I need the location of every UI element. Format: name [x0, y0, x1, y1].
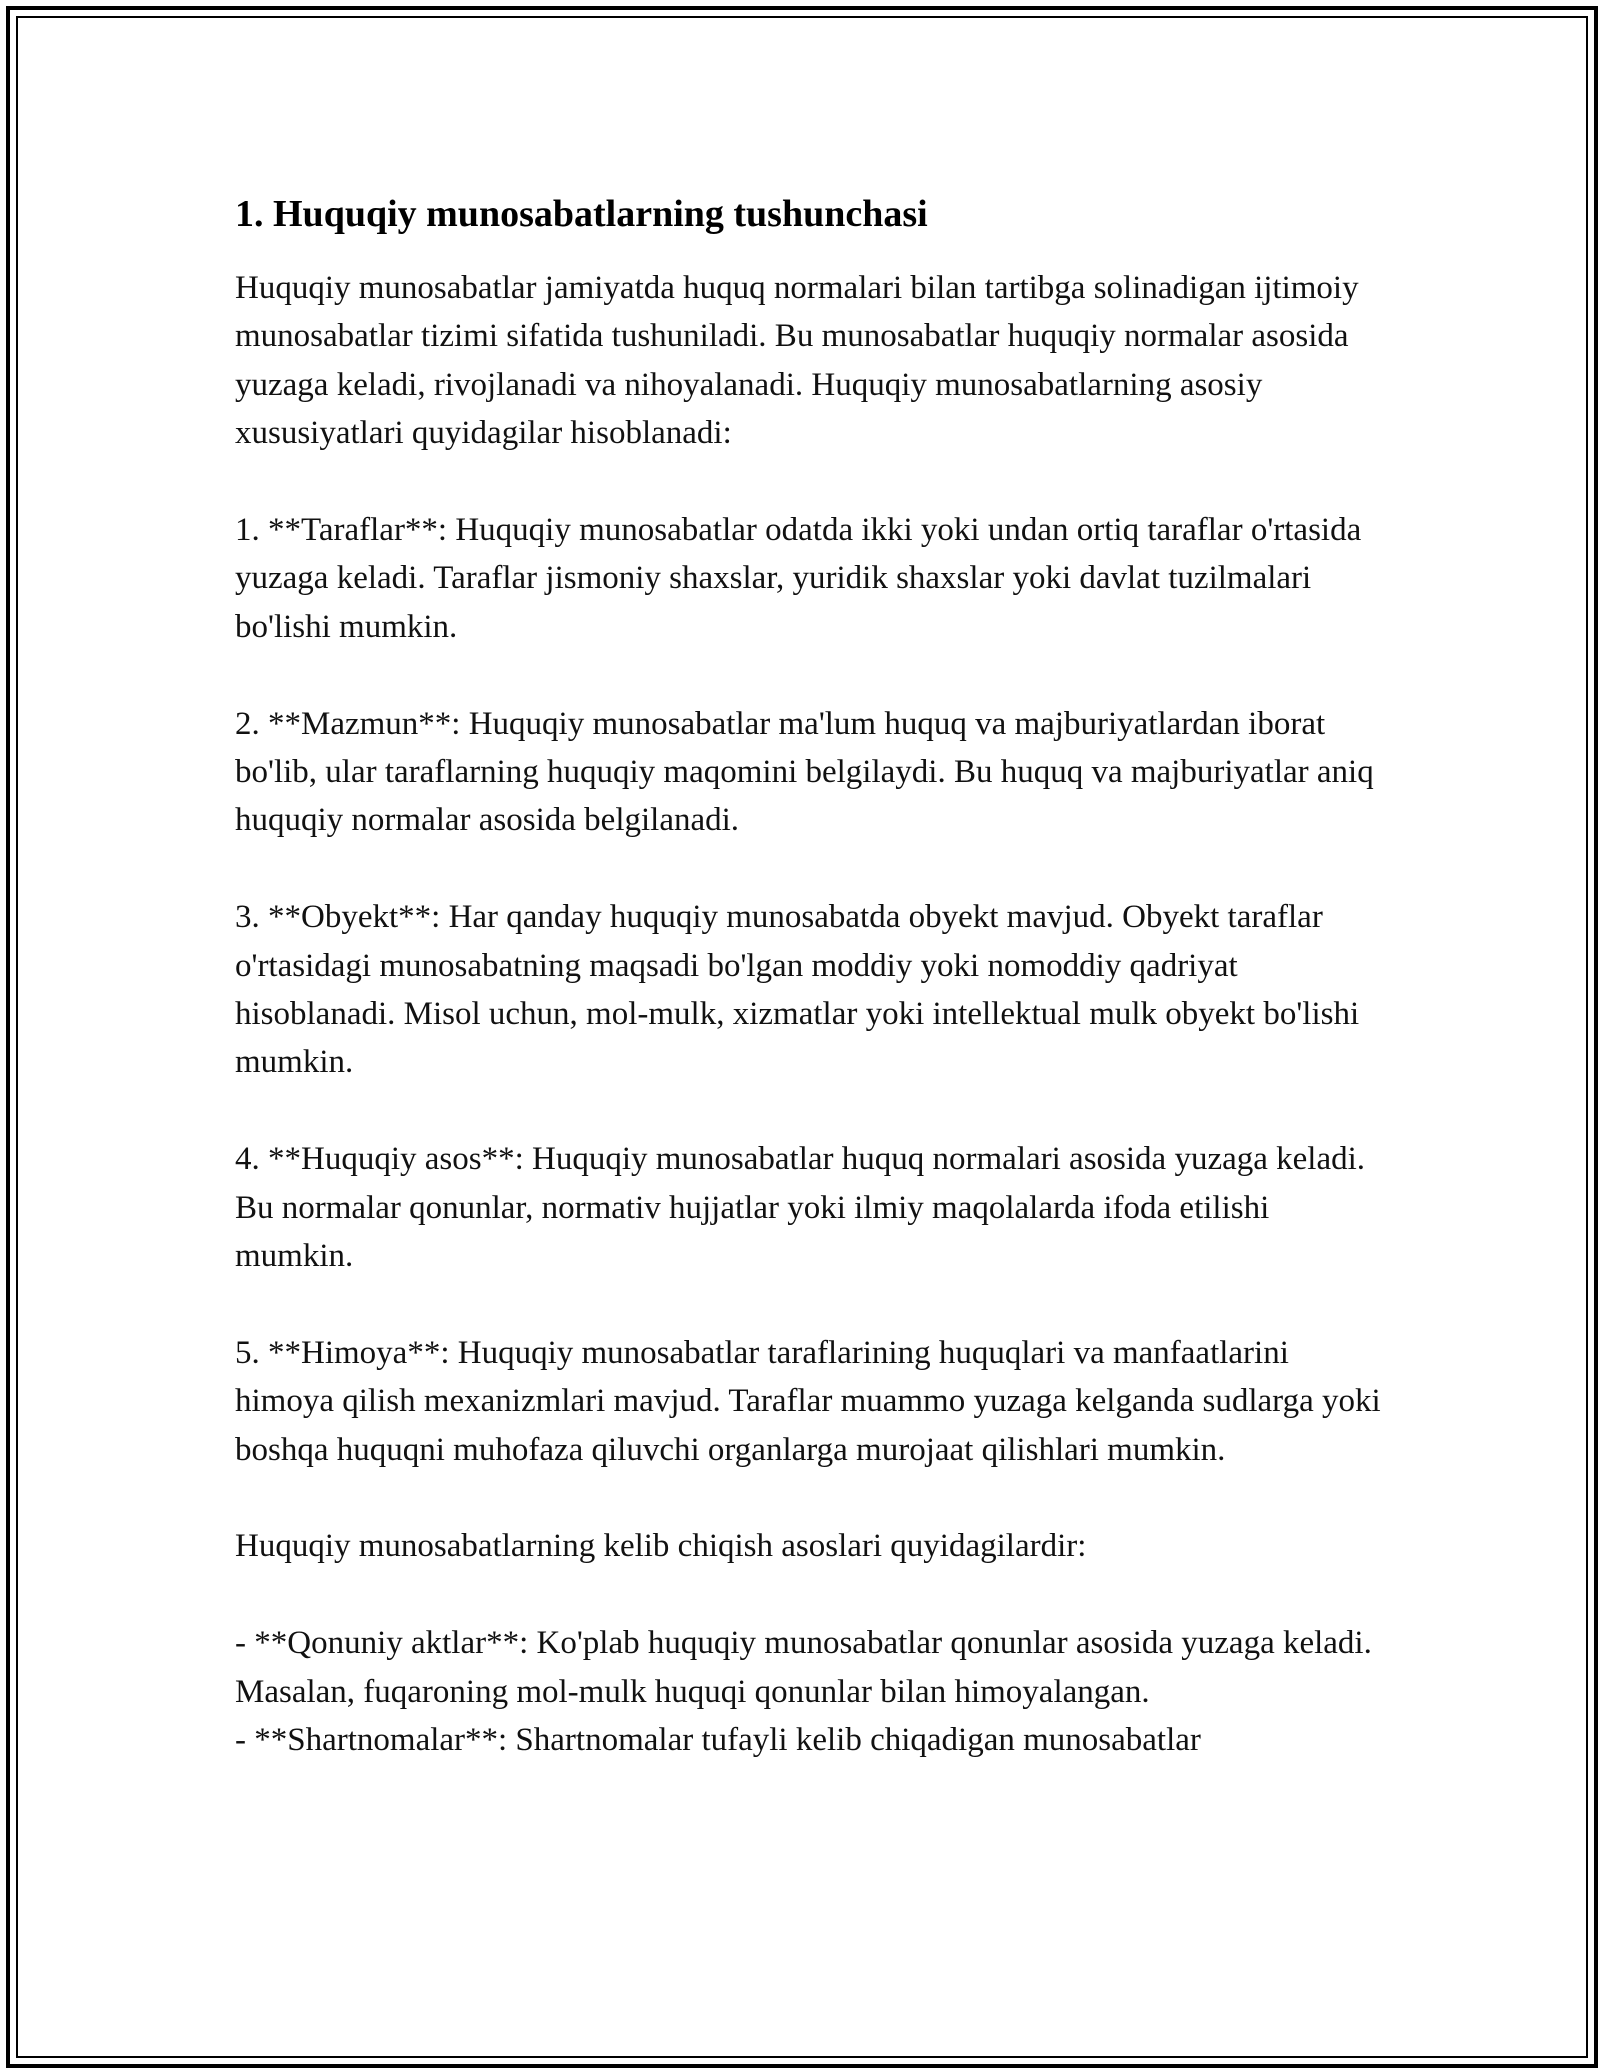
list-item-mazmun: 2. **Mazmun**: Huquqiy munosabatlar ma'lum huquq va majburiyatlardan iborat bo'lib, ular taraflarning huquqiy maqomini belgilaydi. Bu huquq va majburiyatlar aniq huquqiy normalar asosida belgilanadi.	[235, 705, 1374, 839]
document-body	[235, 190, 1385, 1764]
list-item-huquqiy-asos: 4. **Huquqiy asos**: Huquqiy munosabatlar huquq normalari asosida yuzaga keladi. Bu normalar qonunlar, normativ hujjatlar yoki ilmiy maqolalarda ifoda etilishi mumkin.	[235, 1141, 1366, 1275]
source-item-shartnomalar: - **Shartnomalar**: Shartnomalar tufayli kelib chiqadigan munosabatlar	[235, 1722, 1201, 1759]
sources-intro-paragraph: Huquqiy munosabatlarning kelib chiqish asoslari quyidagilardir:	[235, 1528, 1087, 1565]
list-item-taraflar: 1. **Taraflar**: Huquqiy munosabatlar odatda ikki yoki undan ortiq taraflar o'rtasida yuzaga keladi. Taraflar jismoniy shaxslar, yuridik shaxslar yoki davlat tuzilmalari bo'lishi mumkin.	[235, 512, 1362, 645]
source-item-qonuniy-aktlar: - **Qonuniy aktlar**: Ko'plab huquqiy munosabatlar qonunlar asosida yuzaga keladi. Masalan, fuqaroning mol-mulk huquqi qonunlar bilan himoyalangan.	[235, 1625, 1372, 1710]
list-item-himoya: 5. **Himoya**: Huquqiy munosabatlar taraflarining huquqlari va manfaatlarini himoya qilish mexanizmlari mavjud. Taraflar muammo yuzaga kelganda sudlarga yoki boshqa huquqni muhofaza qiluvchi organlarga murojaat qilishlari mumkin.	[235, 1334, 1381, 1468]
list-item-obyekt: 3. **Obyekt**: Har qanday huquqiy munosabatda obyekt mavjud. Obyekt taraflar o'rtasidagi munosabatning maqsadi bo'lgan moddiy yoki nomoddiy qadriyat hisoblanadi. Misol uchun, mol-mulk, xizmatlar yoki intellektual mulk obyekt bo'lishi mumkin.	[235, 899, 1360, 1081]
intro-paragraph: Huquqiy munosabatlar jamiyatda huquq normalari bilan tartibga solinadigan ijtimoiy munosabatlar tizimi sifatida tushuniladi. Bu munosabatlar huquqiy normalar asosida yuzaga keladi, rivojlanadi va nihoyalanadi. Huquqiy munosabatlarning asosiy xususiyatlari quyidagilar hisoblanadi:	[235, 270, 1359, 452]
section-heading: 1. Huquqiy munosabatlarning tushunchasi	[235, 193, 928, 235]
